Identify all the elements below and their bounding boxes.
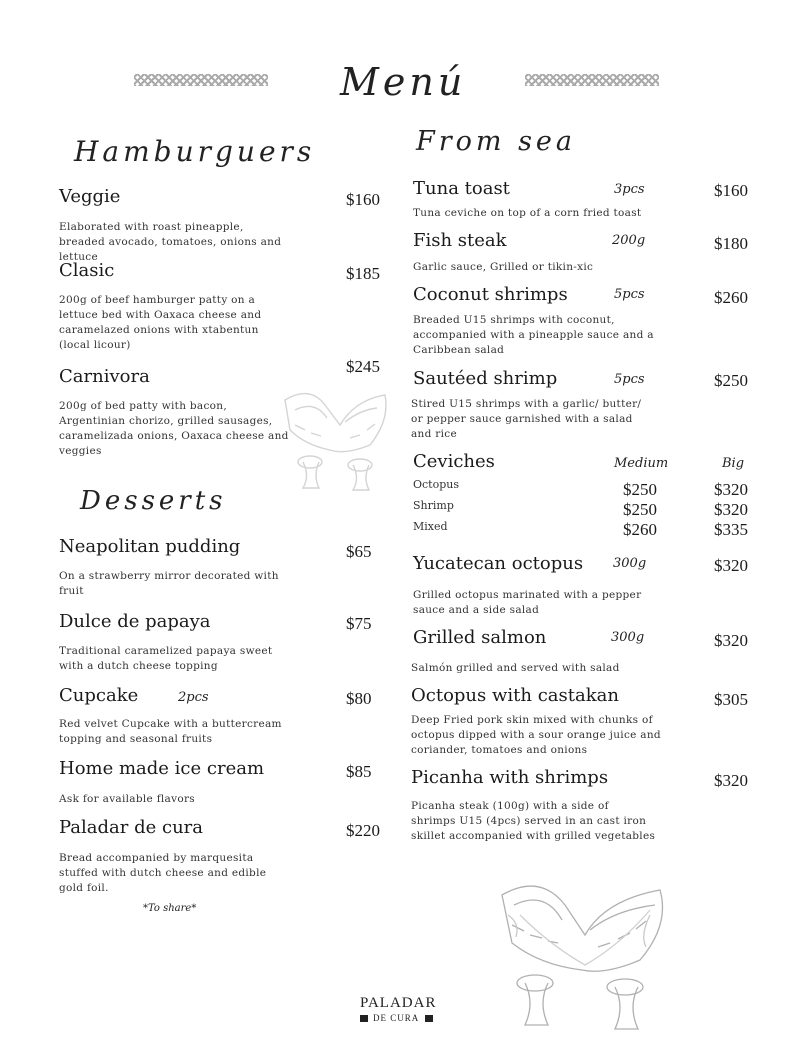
item-price-tuna-toast: $160 bbox=[714, 181, 748, 200]
item-price-clasic: $185 bbox=[346, 264, 380, 283]
item-desc-fish-steak: Garlic sauce, Grilled or tikin-xic bbox=[413, 261, 594, 273]
item-desc-sauteed-shrimp: Stired U15 shrimps with a garlic/ butter/ or pepper sauce garnished with a salad and rice bbox=[411, 398, 642, 440]
item-name-octopus-with-castakan: Octopus with castakan bbox=[411, 685, 619, 706]
section-heading-hamburgers: Hamburguers bbox=[74, 135, 316, 168]
section-heading-from-sea: From sea bbox=[416, 126, 577, 157]
ceviche-row-big-price: $320 bbox=[714, 480, 748, 499]
item-name-coconut-shrimps: Coconut shrimps bbox=[413, 284, 568, 305]
item-price-picanha-with-shrimps: $320 bbox=[714, 771, 748, 790]
logo-subtitle: DE CURA bbox=[373, 1013, 420, 1023]
header-ornament-left bbox=[134, 74, 268, 86]
item-name-tuna-toast: Tuna toast bbox=[413, 178, 510, 199]
item-qty-coconut-shrimps: 5pcs bbox=[614, 287, 645, 302]
ceviche-row-big-price: $320 bbox=[714, 500, 748, 519]
item-name-grilled-salmon: Grilled salmon bbox=[413, 627, 547, 648]
logo-square-left bbox=[360, 1015, 368, 1022]
item-desc-octopus-with-castakan: Deep Fried pork skin mixed with chunks of octopus dipped with a sour orange juice and coriander, tomatoes and onions bbox=[411, 714, 661, 756]
item-name-picanha-with-shrimps: Picanha with shrimps bbox=[411, 767, 609, 788]
item-name-clasic: Clasic bbox=[59, 260, 115, 281]
item-desc-clasic: 200g of beef hamburger patty on a lettuce bed with Oaxaca cheese and caramelazed onions with xtabentun (local licour) bbox=[59, 294, 262, 351]
item-name-home-made-ice-cream: Home made ice cream bbox=[59, 758, 265, 779]
item-qty-grilled-salmon: 300g bbox=[611, 630, 645, 645]
item-name-ceviches: Ceviches bbox=[413, 451, 495, 472]
ceviche-row-label: Mixed bbox=[413, 520, 448, 533]
item-desc-coconut-shrimps: Breaded U15 shrimps with coconut, accompanied with a pineapple sauce and a Caribbean salad bbox=[413, 314, 654, 356]
item-qty-yucatecan-octopus: 300g bbox=[613, 556, 647, 571]
item-desc-cupcake: Red velvet Cupcake with a buttercream topping and seasonal fruits bbox=[59, 718, 282, 745]
item-qty-tuna-toast: 3pcs bbox=[614, 182, 645, 197]
item-desc-picanha-with-shrimps: Picanha steak (100g) with a side of shrimps U15 (4pcs) served in an cast iron skillet accompanied with grilled vegetables bbox=[411, 800, 656, 842]
ceviche-row-medium-price: $260 bbox=[623, 520, 657, 539]
item-price-yucatecan-octopus: $320 bbox=[714, 556, 748, 575]
item-desc-veggie: Elaborated with roast pineapple, breaded avocado, tomatoes, onions and lettuce bbox=[59, 221, 282, 263]
item-desc-dulce-de-papaya: Traditional caramelized papaya sweet with a dutch cheese topping bbox=[59, 645, 273, 672]
item-name-paladar-de-cura: Paladar de cura bbox=[59, 817, 204, 838]
section-heading-desserts: Desserts bbox=[80, 486, 227, 516]
item-name-neapolitan-pudding: Neapolitan pudding bbox=[59, 536, 241, 557]
item-qty-sauteed-shrimp: 5pcs bbox=[614, 372, 645, 387]
item-name-yucatecan-octopus: Yucatecan octopus bbox=[413, 553, 584, 574]
item-name-fish-steak: Fish steak bbox=[413, 230, 507, 251]
item-desc-paladar-de-cura: Bread accompanied by marquesita stuffed with dutch cheese and edible gold foil. bbox=[59, 852, 267, 894]
item-qty-cupcake: 2pcs bbox=[178, 690, 209, 705]
item-price-octopus-with-castakan: $305 bbox=[714, 690, 748, 709]
item-name-dulce-de-papaya: Dulce de papaya bbox=[59, 611, 211, 632]
item-desc-home-made-ice-cream: Ask for available flavors bbox=[59, 793, 195, 805]
ceviche-row-label: Octopus bbox=[413, 478, 459, 491]
ceviche-row-medium-price: $250 bbox=[623, 500, 657, 519]
header-ornament-right bbox=[525, 74, 659, 86]
page-title: Menú bbox=[340, 60, 467, 104]
ceviche-row-medium-price: $250 bbox=[623, 480, 657, 499]
item-name-cupcake: Cupcake bbox=[59, 685, 139, 706]
cup-sketch-large bbox=[490, 875, 680, 1035]
logo-square-right bbox=[425, 1015, 433, 1022]
item-price-carnivora: $245 bbox=[346, 357, 380, 376]
ceviches-col-medium: Medium bbox=[614, 456, 669, 471]
item-price-home-made-ice-cream: $85 bbox=[346, 762, 372, 781]
item-price-grilled-salmon: $320 bbox=[714, 631, 748, 650]
item-price-sauteed-shrimp: $250 bbox=[714, 371, 748, 390]
logo-wordmark: PALADAR bbox=[360, 995, 437, 1011]
item-desc-neapolitan-pudding: On a strawberry mirror decorated with fruit bbox=[59, 570, 279, 597]
item-name-carnivora: Carnivora bbox=[59, 366, 150, 387]
item-desc-grilled-salmon: Salmón grilled and served with salad bbox=[411, 662, 620, 674]
ceviche-row-big-price: $335 bbox=[714, 520, 748, 539]
item-price-fish-steak: $180 bbox=[714, 234, 748, 253]
item-price-cupcake: $80 bbox=[346, 689, 372, 708]
ceviches-col-big: Big bbox=[722, 456, 745, 471]
item-desc-carnivora: 200g of bed patty with bacon, Argentinian chorizo, grilled sausages, caramelizada onions, Oaxaca cheese and veggies bbox=[59, 400, 289, 457]
item-desc-tuna-toast: Tuna ceviche on top of a corn fried toast bbox=[413, 207, 642, 219]
item-name-sauteed-shrimp: Sautéed shrimp bbox=[413, 368, 558, 389]
ceviche-row-label: Shrimp bbox=[413, 499, 454, 512]
item-price-neapolitan-pudding: $65 bbox=[346, 542, 372, 561]
item-qty-fish-steak: 200g bbox=[612, 233, 646, 248]
cup-sketch-small bbox=[275, 380, 395, 500]
item-price-coconut-shrimps: $260 bbox=[714, 288, 748, 307]
item-price-veggie: $160 bbox=[346, 190, 380, 209]
item-desc-yucatecan-octopus: Grilled octopus marinated with a pepper sauce and a side salad bbox=[413, 589, 642, 616]
item-price-dulce-de-papaya: $75 bbox=[346, 614, 372, 633]
item-name-veggie: Veggie bbox=[59, 186, 121, 207]
share-note: *To share* bbox=[143, 903, 197, 914]
item-price-paladar-de-cura: $220 bbox=[346, 821, 380, 840]
